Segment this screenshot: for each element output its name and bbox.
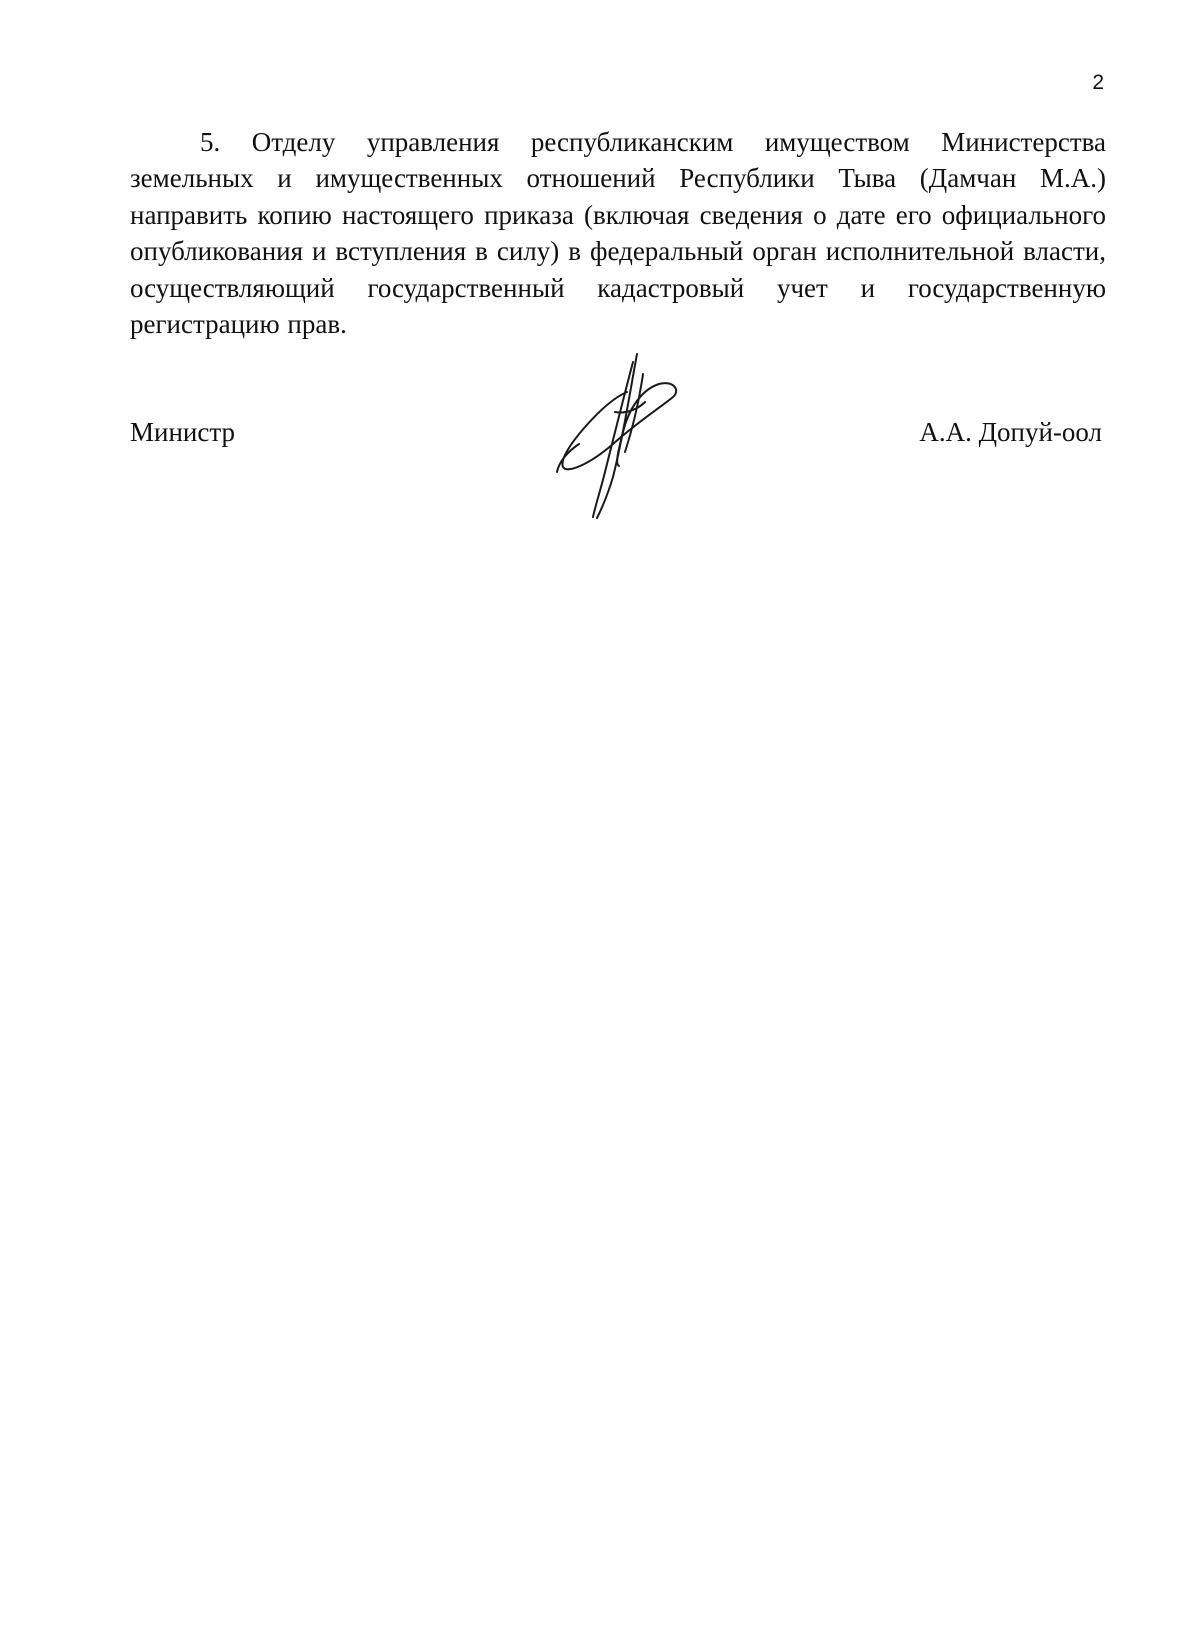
page-number: 2 xyxy=(1092,71,1104,94)
signatory-name: А.А. Допуй-оол xyxy=(919,417,1102,447)
handwritten-signature xyxy=(555,352,705,522)
signatory-role: Министр xyxy=(130,417,235,447)
paragraph-5: 5. Отделу управления республиканским имуществом Министерства земельных и имущественных отношений Республики Тыва (Дамчан М.А.) направить копию настоящего приказа (включая сведения о дате его официального опубликования и вступления в силу) в федеральный орган исполнительной власти, осуществляющий государственный кадастровый учет и государственную регистрацию прав. xyxy=(130,127,1106,340)
